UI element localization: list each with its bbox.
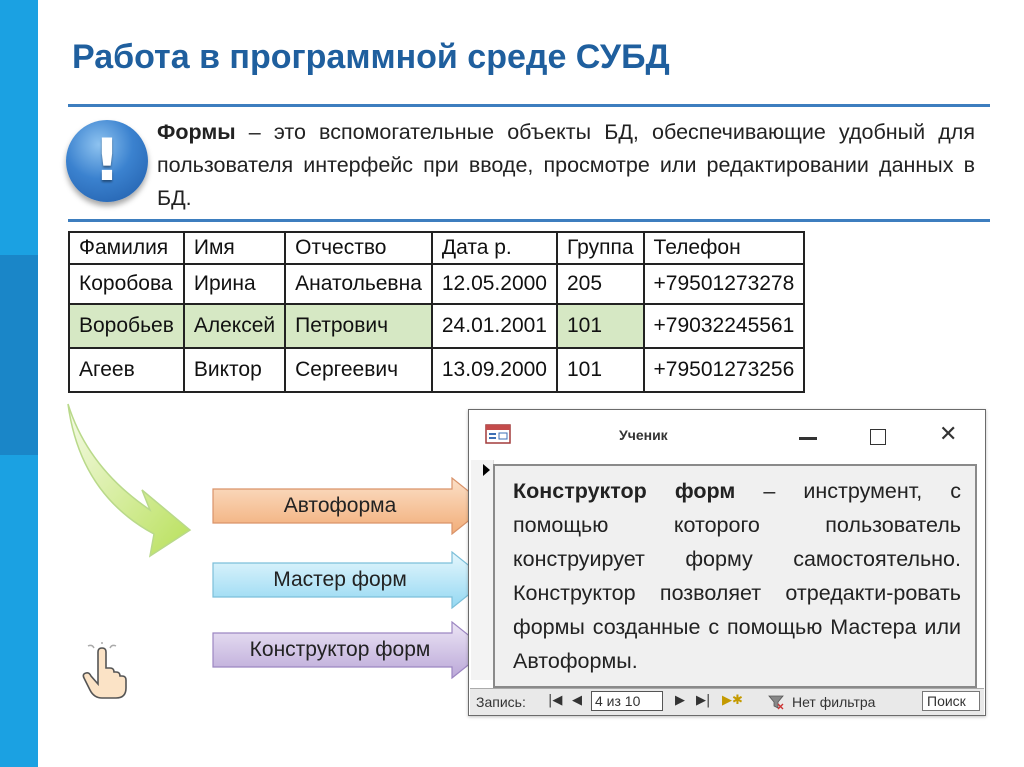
window-title: Ученик	[619, 427, 668, 443]
previous-record-icon[interactable]: ◀	[572, 693, 582, 708]
cell-name: Виктор	[184, 348, 285, 392]
cell-name: Алексей	[184, 304, 285, 348]
designer-callout	[493, 464, 977, 688]
form-window-icon	[485, 424, 511, 444]
cell-group: 101	[557, 304, 644, 348]
cell-patronymic: Сергеевич	[285, 348, 432, 392]
cell-patronymic: Анатольевна	[285, 264, 432, 304]
left-accent-bar-dark	[0, 255, 38, 455]
autoform-arrow[interactable]	[212, 477, 488, 535]
table-header-row	[69, 232, 804, 264]
cell-phone: +79501273278	[644, 264, 805, 304]
header-patronymic: Отчество	[285, 232, 432, 264]
divider-bottom	[68, 219, 990, 222]
curved-arrow-icon	[58, 398, 198, 568]
designer-arrow[interactable]	[212, 621, 488, 679]
callout-body: – инструмент, с помощью которого пользователь конструирует форму самостоятельно. Конструктор позволяет отредакти-ровать формы созданные с помощью Мастера или Автоформы.	[513, 479, 961, 673]
cell-patronymic: Петрович	[285, 304, 432, 348]
close-icon[interactable]: ✕	[939, 422, 958, 447]
cell-phone: +79501273256	[644, 348, 805, 392]
header-phone: Телефон	[644, 232, 805, 264]
table-row	[69, 264, 804, 304]
slide-title: Работа в программной среде СУБД	[72, 38, 670, 76]
cell-group: 101	[557, 348, 644, 392]
last-record-icon[interactable]: ▶|	[696, 693, 711, 708]
designer-label: Конструктор форм	[249, 638, 431, 661]
filter-icon	[768, 694, 784, 710]
record-counter-input[interactable]: 4 из 10	[591, 691, 663, 711]
header-birthdate: Дата р.	[432, 232, 557, 264]
callout-term: Конструктор форм	[513, 479, 736, 503]
filter-status-button[interactable]: Нет фильтра	[792, 694, 876, 710]
definition-text	[157, 116, 975, 215]
cell-group: 205	[557, 264, 644, 304]
cell-surname: Воробьев	[69, 304, 184, 348]
minimize-icon[interactable]	[799, 437, 817, 440]
window-titlebar	[469, 410, 985, 456]
cell-surname: Коробова	[69, 264, 184, 304]
header-name: Имя	[184, 232, 285, 264]
search-input[interactable]: Поиск	[922, 691, 980, 711]
definition-body: – это вспомогательные объекты БД, обеспечивающие удобный для пользователя интерфейс при вводе, просмотре или редактировании данных в БД.	[157, 120, 975, 210]
cell-surname: Агеев	[69, 348, 184, 392]
first-record-icon[interactable]: |◀	[548, 693, 563, 708]
definition-term: Формы	[157, 120, 236, 144]
header-group: Группа	[557, 232, 644, 264]
divider-top	[68, 104, 990, 107]
cell-name: Ирина	[184, 264, 285, 304]
record-label: Запись:	[476, 694, 526, 710]
exclamation-icon: !	[66, 120, 148, 202]
table-row-highlighted	[69, 304, 804, 348]
current-record-icon	[483, 464, 490, 476]
cell-birthdate: 12.05.2000	[432, 264, 557, 304]
wizard-arrow[interactable]	[212, 551, 488, 609]
cell-birthdate: 13.09.2000	[432, 348, 557, 392]
cell-phone: +79032245561	[644, 304, 805, 348]
hand-pointer-icon[interactable]	[80, 642, 128, 700]
students-table	[68, 231, 805, 393]
maximize-icon[interactable]	[870, 429, 886, 445]
record-navigation-bar	[470, 688, 984, 715]
header-surname: Фамилия	[69, 232, 184, 264]
autoform-label: Автоформа	[283, 494, 397, 517]
new-record-icon[interactable]: ▶✱	[722, 693, 743, 708]
next-record-icon[interactable]: ▶	[675, 693, 685, 708]
table-row	[69, 348, 804, 392]
cell-birthdate: 24.01.2001	[432, 304, 557, 348]
wizard-label: Мастер форм	[273, 568, 407, 591]
record-selector-bar[interactable]	[471, 460, 494, 680]
